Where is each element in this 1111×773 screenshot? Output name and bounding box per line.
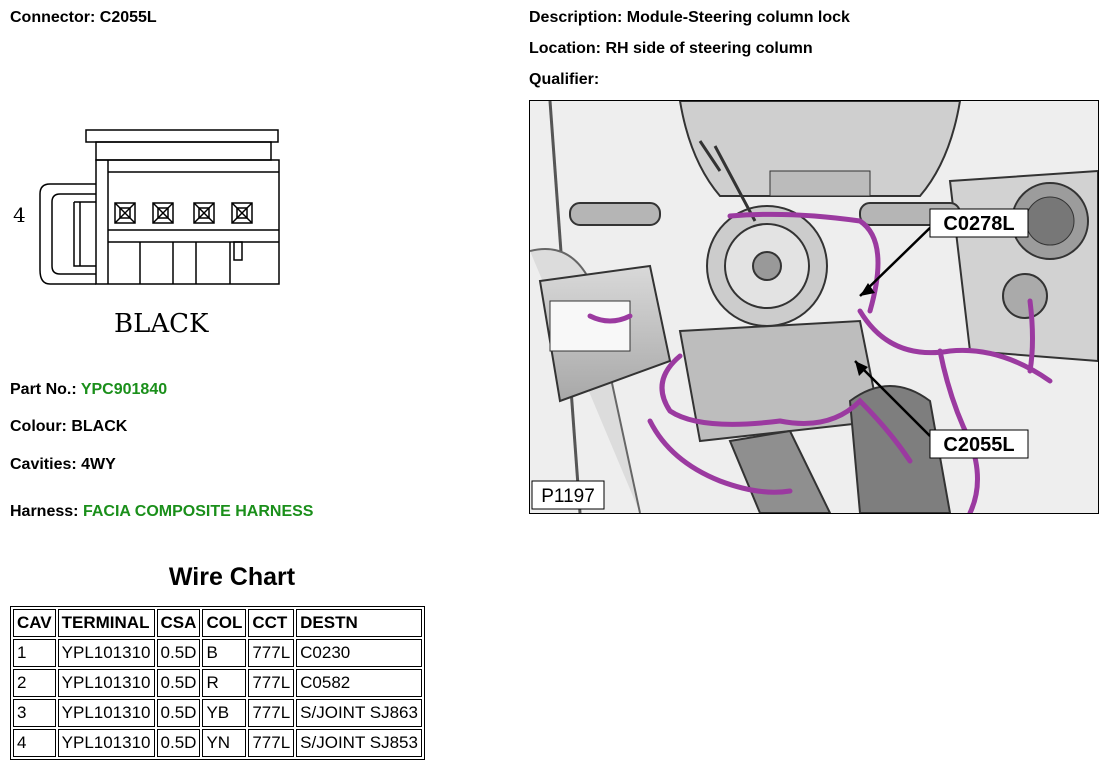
header-cav: CAV	[13, 609, 56, 637]
table-row	[13, 729, 422, 757]
figure-id-text: P1197	[541, 486, 595, 507]
connector-face-drawing	[8, 120, 298, 345]
description-field	[529, 9, 850, 27]
description-value: Module-Steering column lock	[626, 9, 850, 26]
header-csa: CSA	[157, 609, 201, 637]
cell-csa: 0.5D	[157, 669, 201, 697]
cell-cct: 777L	[248, 669, 294, 697]
cavities-field	[10, 456, 116, 474]
cell-destn: S/JOINT SJ853	[296, 729, 422, 757]
cell-col: YN	[202, 729, 246, 757]
wire-chart-header-row	[13, 609, 422, 637]
qualifier-field	[529, 71, 599, 89]
pin-number-label: 4	[13, 203, 26, 227]
cell-cct: 777L	[248, 639, 294, 667]
connector-colour-text: BLACK	[114, 309, 209, 339]
callout-c0278l-text: C0278L	[943, 213, 1015, 235]
qualifier-label: Qualifier:	[529, 71, 600, 88]
cell-csa: 0.5D	[157, 639, 201, 667]
cavities-value: 4WY	[81, 456, 116, 473]
header-terminal: TERMINAL	[58, 609, 155, 637]
location-label: Location:	[529, 40, 601, 57]
cell-cct: 777L	[248, 699, 294, 727]
location-value: RH side of steering column	[605, 40, 813, 57]
wire-chart-table	[10, 606, 425, 760]
cell-terminal: YPL101310	[58, 729, 155, 757]
header-col: COL	[202, 609, 246, 637]
cell-cav: 3	[13, 699, 56, 727]
cell-csa: 0.5D	[157, 699, 201, 727]
cell-cav: 4	[13, 729, 56, 757]
connector-value: C2055L	[99, 9, 157, 26]
connector-label: Connector:	[10, 9, 96, 26]
part-no-field	[10, 381, 167, 399]
cell-col: YB	[202, 699, 246, 727]
cell-terminal: YPL101310	[58, 669, 155, 697]
description-label: Description:	[529, 9, 623, 26]
header-destn: DESTN	[296, 609, 422, 637]
colour-field	[10, 418, 127, 436]
figure-id-box	[532, 481, 604, 509]
location-illustration	[529, 100, 1099, 514]
cell-destn: C0230	[296, 639, 422, 667]
cell-destn: S/JOINT SJ863	[296, 699, 422, 727]
part-no-label: Part No.:	[10, 381, 77, 398]
cavities-label: Cavities:	[10, 456, 77, 473]
colour-label: Colour:	[10, 418, 67, 435]
cell-csa: 0.5D	[157, 729, 201, 757]
cell-destn: C0582	[296, 669, 422, 697]
cell-cav: 1	[13, 639, 56, 667]
table-row	[13, 669, 422, 697]
harness-link[interactable]: FACIA COMPOSITE HARNESS	[82, 503, 314, 520]
part-no-link[interactable]: YPC901840	[80, 381, 168, 398]
cell-cct: 777L	[248, 729, 294, 757]
wire-chart-title: Wire Chart	[168, 563, 296, 591]
callout-c2055l-text: C2055L	[943, 434, 1015, 456]
connector-field	[10, 9, 157, 27]
table-row	[13, 699, 422, 727]
location-field	[529, 40, 813, 58]
harness-field	[10, 503, 313, 521]
cell-cav: 2	[13, 669, 56, 697]
cell-terminal: YPL101310	[58, 699, 155, 727]
colour-value: BLACK	[71, 418, 128, 435]
cell-terminal: YPL101310	[58, 639, 155, 667]
harness-label: Harness:	[10, 503, 79, 520]
cell-col: B	[202, 639, 246, 667]
cavity-squares	[115, 203, 252, 223]
steering-column-illustration	[530, 101, 1098, 513]
table-row	[13, 639, 422, 667]
cell-col: R	[202, 669, 246, 697]
header-cct: CCT	[248, 609, 294, 637]
